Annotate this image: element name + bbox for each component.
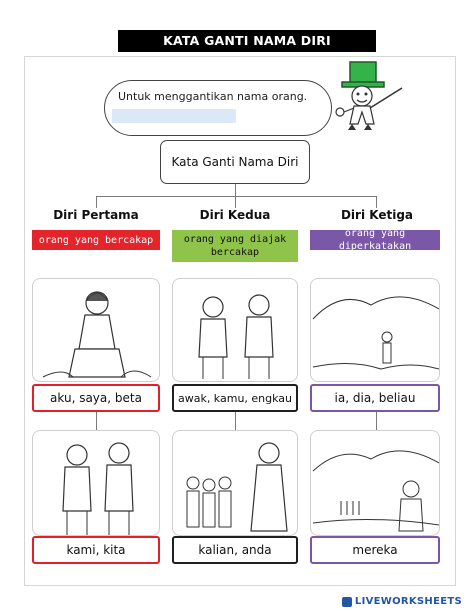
connector-line: [96, 412, 97, 430]
worksheet-title: KATA GANTI NAMA DIRI: [118, 30, 376, 52]
speech-bubble: [104, 80, 332, 136]
answer-box-first-plural: [32, 536, 160, 564]
root-label: Kata Ganti Nama Diri: [171, 155, 299, 169]
category-label-first: Diri Pertama: [53, 208, 139, 222]
liveworksheets-logo: [342, 596, 462, 607]
root-label-box: [160, 140, 310, 184]
connector-line: [96, 196, 376, 197]
connector-line: [376, 412, 377, 430]
illustration-group-people: [310, 430, 440, 536]
connector-line: [96, 196, 97, 208]
category-description-second: orang yang diajak bercakap: [172, 230, 298, 262]
answer-box-first-singular: [32, 384, 160, 412]
speech-text: Untuk menggantikan nama orang.: [118, 90, 308, 103]
illustration-teacher-children: [172, 430, 298, 536]
answer-box-third-plural: [310, 536, 440, 564]
answer-text: ia, dia, beliau: [334, 391, 416, 405]
logo-text: LIVEWORKSHEETS: [354, 596, 462, 607]
connector-line: [235, 184, 236, 196]
connector-line: [235, 412, 236, 430]
answer-box-second-singular: [172, 384, 298, 412]
answer-box-third-singular: [310, 384, 440, 412]
illustration-person-in-field: [310, 278, 440, 382]
connector-line: [235, 196, 236, 208]
liveworksheets-icon: [342, 597, 352, 607]
answer-box-second-plural: [172, 536, 298, 564]
category-label-second: Diri Kedua: [199, 208, 271, 222]
answer-text: mereka: [352, 543, 398, 557]
answer-text: aku, saya, beta: [50, 391, 142, 405]
category-label-third: Diri Ketiga: [340, 208, 414, 222]
category-description-first: orang yang bercakap: [32, 230, 160, 250]
illustration-two-boys-talking: [172, 278, 298, 382]
mascot-illustration: [322, 58, 408, 138]
answer-text: kalian, anda: [198, 543, 272, 557]
answer-text: awak, kamu, engkau: [177, 391, 293, 405]
illustration-two-boys: [32, 430, 160, 536]
category-description-third: orang yang diperkatakan: [310, 230, 440, 250]
answer-text: kami, kita: [66, 543, 126, 557]
connector-line: [376, 196, 377, 208]
answer-input-field[interactable]: [112, 109, 236, 123]
illustration-girl-speaking: [32, 278, 160, 382]
